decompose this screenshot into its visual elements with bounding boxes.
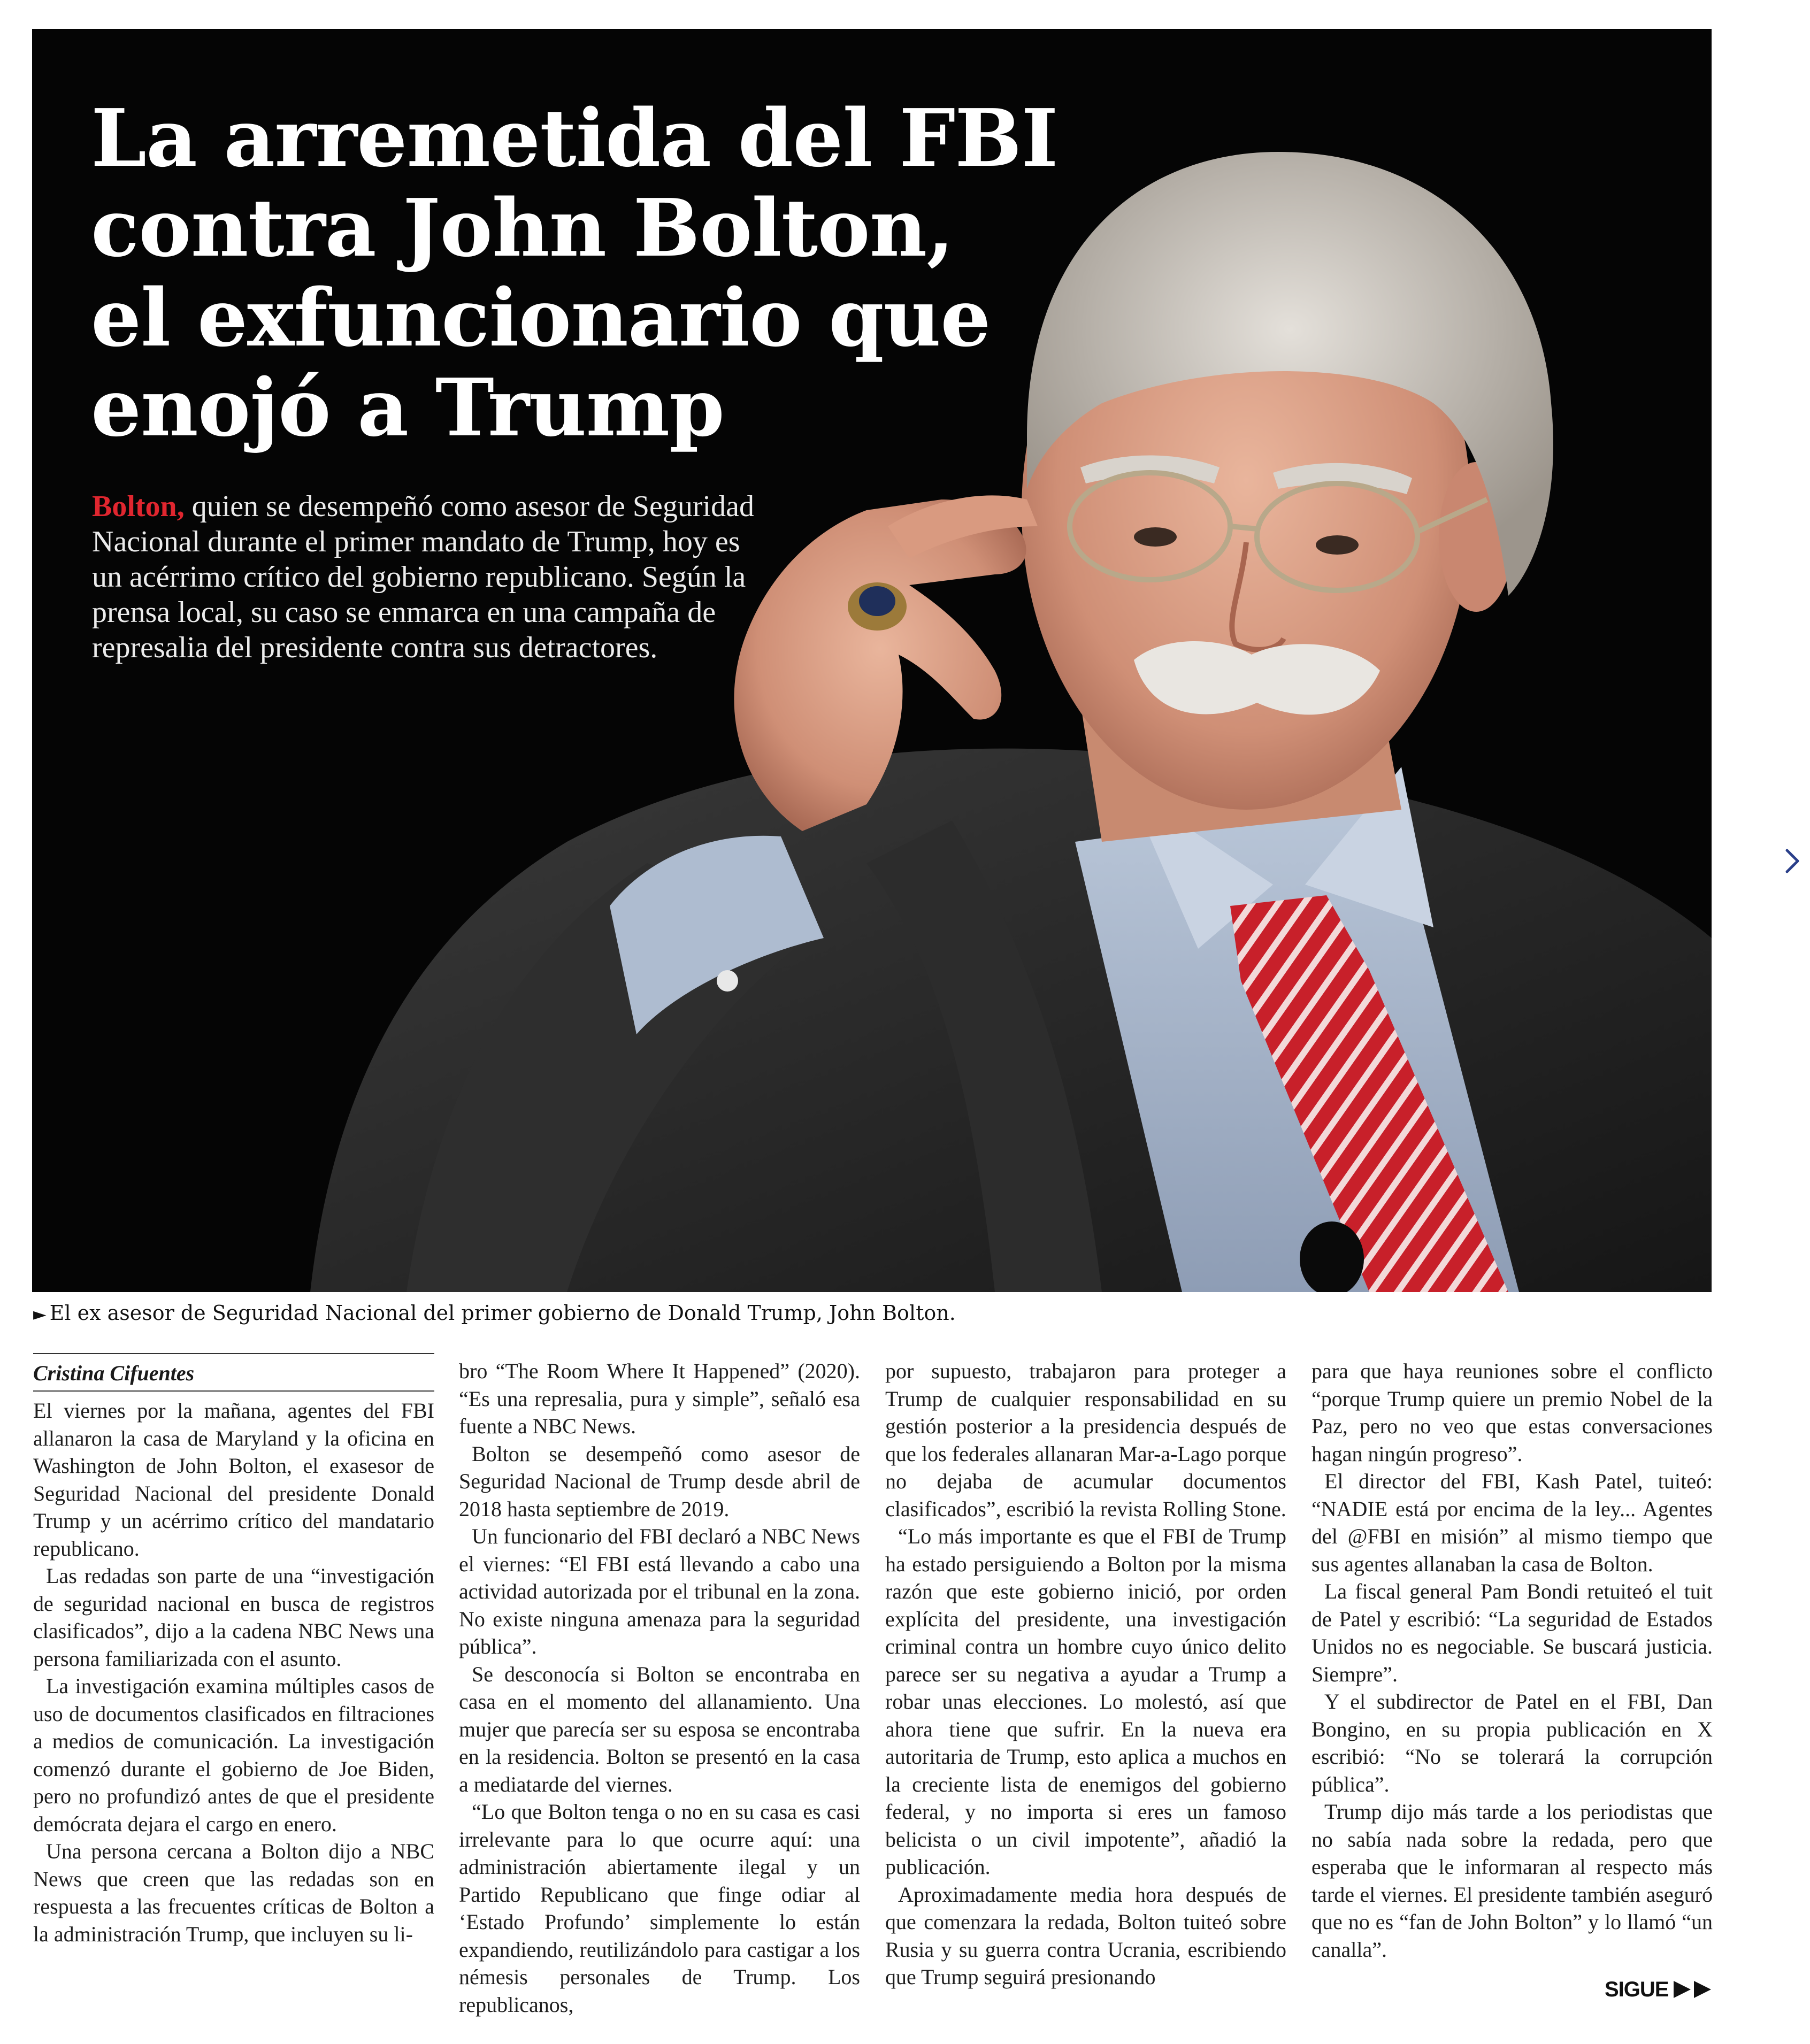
double-triangle-right-icon <box>1673 1980 1713 1999</box>
paragraph: Bolton se desempeñó como asesor de Seguridad Nacional de Trump desde abril de 2018 hasta septiembre de 2019. <box>459 1441 860 1521</box>
paragraph: para que haya reuniones sobre el conflicto “porque Trump quiere un premio Nobel de la Paz, pero no veo que estas conversaciones hagan ningún progreso”. <box>1312 1359 1713 1466</box>
lede-kicker: Bolton, <box>92 490 185 523</box>
paragraph: La fiscal general Pam Bondi retuiteó el tuit de Patel y escribió: “La seguridad de Estados Unidos no es negociable. Se buscará justicia. Siempre”. <box>1312 1579 1713 1686</box>
byline: Cristina Cifuentes <box>33 1361 195 1385</box>
byline-box <box>33 1353 434 1392</box>
headline-line: el exfuncionario que <box>91 271 991 364</box>
sigue-label: SIGUE <box>1605 1977 1669 2001</box>
headline <box>91 93 1080 452</box>
continue-link[interactable] <box>1605 1973 1713 2005</box>
paragraph: Aproximadamente media hora después de que comenzara la redada, Bolton tuiteó sobre Rusia y su guerra contra Ucrania, escribiendo que Trump seguirá presionando <box>885 1882 1286 1989</box>
headline-line: contra John Bolton, <box>91 181 954 274</box>
paragraph: Y el subdirector de Patel en el FBI, Dan Bongino, en su propia publicación en X escribió: “No se tolerará la corrupción pública”. <box>1312 1689 1713 1796</box>
lede-text: quien se desempeñó como asesor de Seguridad Nacional durante el primer mandato de Trump, hoy es un acérrimo crítico del gobierno republicano. Según la prensa local, su caso se enmarca en una campaña de represalia del presidente contra sus detractores. <box>92 490 754 664</box>
paragraph: El viernes por la mañana, agentes del FBI allanaron la casa de Maryland y la oficina en Washington de John Bolton, el exasesor de Seguridad Nacional del presidente Donald Trump y un acérrimo crítico del mandatario republicano. <box>33 1398 434 1561</box>
paragraph: Las redadas son parte de una “investigación de seguridad nacional en busca de registros clasificados”, dijo a la cadena NBC News una persona familiarizada con el asunto. <box>33 1564 434 1671</box>
headline-line: La arremetida del FBI <box>91 91 1058 185</box>
hero-photo-block <box>32 29 1712 1292</box>
paragraph: bro “The Room Where It Happened” (2020). “Es una represalia, pura y simple”, señaló esa fuente a NBC News. <box>459 1359 860 1438</box>
article-column-1 <box>33 1397 434 1948</box>
chevron-right-icon <box>1784 847 1802 875</box>
photo-caption <box>33 1300 1691 1327</box>
article-column-2 <box>459 1357 860 2018</box>
article-column-3 <box>885 1357 1286 1991</box>
paragraph: por supuesto, trabajaron para proteger a Trump de cualquier responsabilidad en su gestión posterior a la presidencia después de que los federales allanaran Mar-a-Lago porque no dejaba de acumular documentos clasificados”, escribió la revista Rolling Stone. <box>885 1359 1286 1521</box>
paragraph: El director del FBI, Kash Patel, tuiteó: “NADIE está por encima de la ley... Agentes del @FBI en misión” al mismo tiempo que sus agentes allanaban la casa de Bolton. <box>1312 1469 1713 1576</box>
next-page-button[interactable] <box>1776 834 1810 888</box>
lede <box>92 489 766 665</box>
headline-line: enojó a Trump <box>91 361 724 454</box>
paragraph: La investigación examina múltiples casos de uso de documentos clasificados en filtraciones a medios de comunicación. La investigación comenzó durante el gobierno de Joe Biden, pero no profundizó antes de que el presidente demócrata dejara el cargo en enero. <box>33 1674 434 1836</box>
paragraph: “Lo que Bolton tenga o no en su casa es casi irrelevante para lo que ocurre aquí: una administración abiertamente ilegal y un Partido Republicano que finge odiar al ‘Estado Profundo’ simplemente lo están expandiendo, reutilizándolo para castigar a los némesis personales de Trump. Los republicanos, <box>459 1800 860 2017</box>
paragraph: Una persona cercana a Bolton dijo a NBC News que creen que las redadas son en respuesta a las frecuentes críticas de Bolton a la administración Trump, que incluyen su li- <box>33 1839 434 1946</box>
caption-text: El ex asesor de Seguridad Nacional del primer gobierno de Donald Trump, John Bolton. <box>49 1301 956 1325</box>
paragraph: Trump dijo más tarde a los periodistas que no sabía nada sobre la redada, pero que esperaba que le informaran al respecto más tarde el viernes. El presidente también aseguró que no es “fan de John Bolton” y lo llamó “un canalla”. <box>1312 1800 1713 1962</box>
paragraph: Un funcionario del FBI declaró a NBC News el viernes: “El FBI está llevando a cabo una actividad autorizada por el tribunal en la zona. No existe ninguna amenaza para la seguridad pública”. <box>459 1524 860 1658</box>
triangle-right-icon: ► <box>33 1304 47 1324</box>
paragraph: “Lo más importante es que el FBI de Trump ha estado persiguiendo a Bolton por la misma razón que este gobierno inició, por orden explícita del presidente, una investigación criminal contra un hombre cuyo único delito parece ser su negativa a ayudar a Trump a robar unas elecciones. Lo molestó, así que ahora tiene que sufrir. En la nueva era autoritaria de Trump, esto aplica a muchos en la creciente lista de enemigos del gobierno federal, y no importa si eres un famoso belicista o un civil impotente”, añadió la publicación. <box>885 1524 1286 1879</box>
article-column-4 <box>1312 1357 1713 1963</box>
paragraph: Se desconocía si Bolton se encontraba en casa en el momento del allanamiento. Una mujer que parecía ser su esposa se encontraba en la residencia. Bolton se presentó en la casa a mediatarde del viernes. <box>459 1662 860 1796</box>
